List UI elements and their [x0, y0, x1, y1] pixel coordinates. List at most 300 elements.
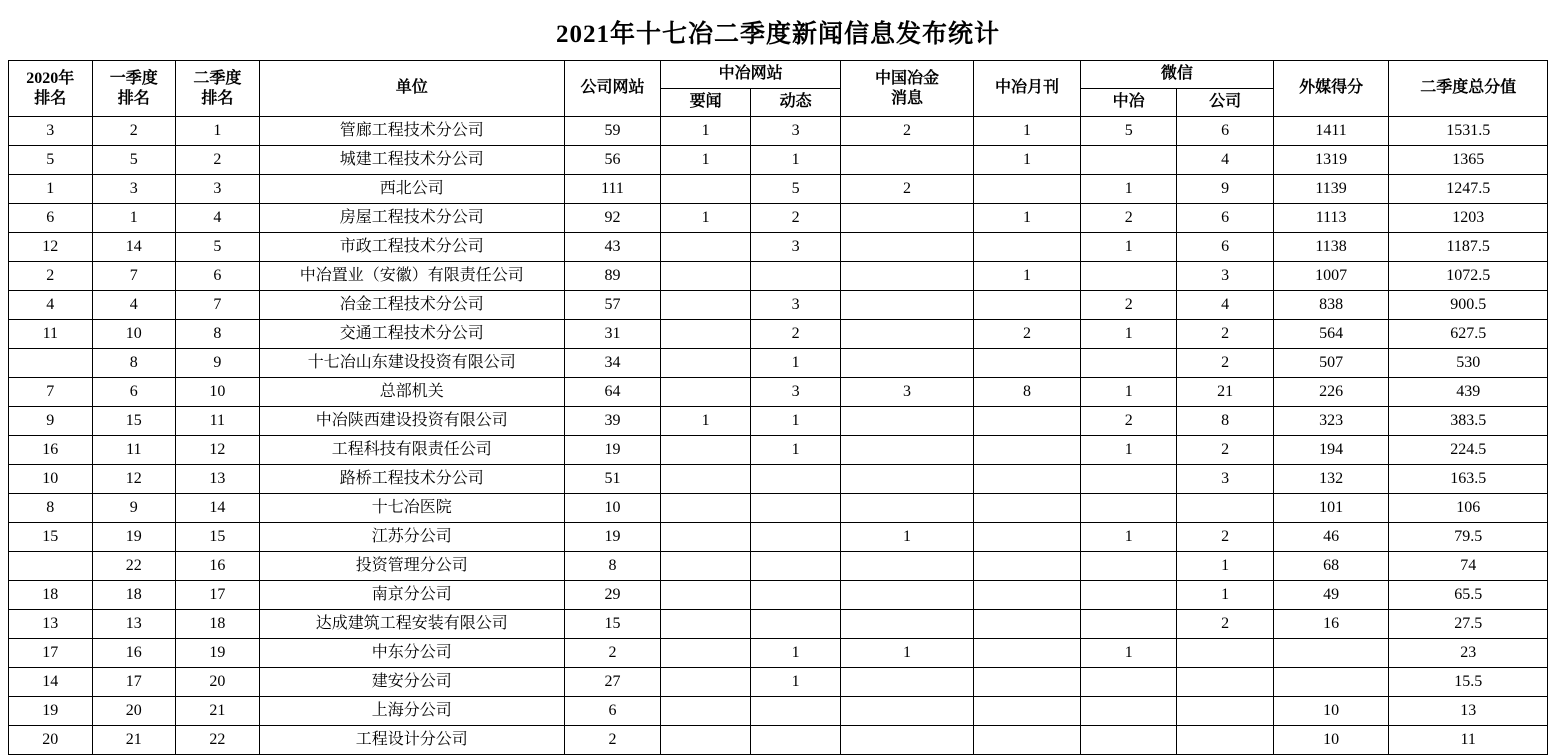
cell-china-metallurgy	[841, 233, 974, 262]
cell-mcc-site-dynamic: 3	[751, 117, 841, 146]
cell-unit: 建安分公司	[259, 668, 564, 697]
cell-company-site: 92	[564, 204, 660, 233]
cell-rank-q1: 12	[92, 465, 176, 494]
cell-q2-total: 79.5	[1389, 523, 1548, 552]
cell-rank-q2: 4	[176, 204, 260, 233]
cell-rank-2020: 5	[9, 146, 93, 175]
cell-unit: 西北公司	[259, 175, 564, 204]
cell-wechat-company	[1177, 726, 1273, 755]
cell-unit: 江苏分公司	[259, 523, 564, 552]
cell-q2-total: 439	[1389, 378, 1548, 407]
rank-2020-line1: 2020年	[26, 69, 75, 87]
cell-rank-q2: 13	[176, 465, 260, 494]
cell-mcc-site-news	[661, 639, 751, 668]
cell-q2-total: 74	[1389, 552, 1548, 581]
cell-company-site: 2	[564, 726, 660, 755]
cell-rank-q2: 3	[176, 175, 260, 204]
cell-rank-q2: 11	[176, 407, 260, 436]
cell-mcc-site-news	[661, 175, 751, 204]
cell-china-metallurgy	[841, 465, 974, 494]
cell-mcc-site-dynamic	[751, 552, 841, 581]
cell-unit: 中东分公司	[259, 639, 564, 668]
cell-wechat-company: 2	[1177, 349, 1273, 378]
cell-mcc-monthly	[973, 233, 1080, 262]
table-row	[9, 697, 1548, 726]
cell-company-site: 27	[564, 668, 660, 697]
cell-rank-2020: 4	[9, 291, 93, 320]
cell-unit: 达成建筑工程安装有限公司	[259, 610, 564, 639]
cell-rank-q2: 21	[176, 697, 260, 726]
cell-mcc-monthly	[973, 407, 1080, 436]
table-row	[9, 291, 1548, 320]
cell-rank-2020: 7	[9, 378, 93, 407]
cell-rank-q2: 7	[176, 291, 260, 320]
cell-mcc-monthly: 1	[973, 204, 1080, 233]
table-row	[9, 204, 1548, 233]
cell-wechat-company: 4	[1177, 291, 1273, 320]
cell-wechat-mcc	[1081, 262, 1177, 291]
cell-rank-q1: 2	[92, 117, 176, 146]
cell-rank-q1: 3	[92, 175, 176, 204]
cell-wechat-company: 6	[1177, 233, 1273, 262]
cell-foreign-media: 838	[1273, 291, 1389, 320]
cell-china-metallurgy	[841, 697, 974, 726]
cell-rank-2020: 6	[9, 204, 93, 233]
cell-company-site: 10	[564, 494, 660, 523]
cell-unit: 城建工程技术分公司	[259, 146, 564, 175]
cell-foreign-media: 1319	[1273, 146, 1389, 175]
cell-wechat-company: 2	[1177, 320, 1273, 349]
cell-unit: 路桥工程技术分公司	[259, 465, 564, 494]
cell-rank-q1: 14	[92, 233, 176, 262]
cell-wechat-mcc	[1081, 465, 1177, 494]
cell-rank-q1: 21	[92, 726, 176, 755]
cell-mcc-site-dynamic	[751, 262, 841, 291]
rank-q2-line1: 二季度	[193, 69, 242, 87]
cell-rank-q1: 6	[92, 378, 176, 407]
cell-wechat-company: 9	[1177, 175, 1273, 204]
cell-wechat-mcc: 1	[1081, 523, 1177, 552]
cell-rank-2020: 18	[9, 581, 93, 610]
cell-rank-q2: 1	[176, 117, 260, 146]
cell-rank-q1: 16	[92, 639, 176, 668]
cell-rank-q1: 20	[92, 697, 176, 726]
cell-china-metallurgy	[841, 726, 974, 755]
cell-unit: 管廊工程技术分公司	[259, 117, 564, 146]
cell-mcc-site-dynamic	[751, 697, 841, 726]
cell-mcc-site-dynamic	[751, 610, 841, 639]
cell-company-site: 2	[564, 639, 660, 668]
cell-mcc-site-dynamic: 3	[751, 291, 841, 320]
page-title: 2021年十七冶二季度新闻信息发布统计	[555, 21, 1000, 48]
cell-mcc-monthly	[973, 697, 1080, 726]
cell-foreign-media: 1411	[1273, 117, 1389, 146]
column-header-mcc-monthly: 中冶月刊	[973, 61, 1080, 117]
cell-wechat-mcc	[1081, 349, 1177, 378]
cell-china-metallurgy	[841, 407, 974, 436]
cell-company-site: 64	[564, 378, 660, 407]
news-statistics-table	[8, 60, 1548, 755]
china-metallurgy-line2: 消息	[891, 89, 924, 107]
cell-rank-2020	[9, 552, 93, 581]
cell-foreign-media: 132	[1273, 465, 1389, 494]
cell-q2-total: 900.5	[1389, 291, 1548, 320]
cell-foreign-media: 1138	[1273, 233, 1389, 262]
cell-rank-q2: 12	[176, 436, 260, 465]
table-row	[9, 552, 1548, 581]
cell-wechat-company	[1177, 668, 1273, 697]
column-header-mcc-site: 中冶网站	[661, 61, 841, 89]
cell-company-site: 29	[564, 581, 660, 610]
cell-mcc-monthly	[973, 726, 1080, 755]
table-row	[9, 378, 1548, 407]
cell-foreign-media	[1273, 668, 1389, 697]
cell-unit: 中冶置业（安徽）有限责任公司	[259, 262, 564, 291]
cell-mcc-monthly: 2	[973, 320, 1080, 349]
cell-mcc-site-dynamic: 3	[751, 233, 841, 262]
cell-mcc-site-news	[661, 581, 751, 610]
cell-mcc-monthly	[973, 639, 1080, 668]
cell-wechat-company: 3	[1177, 262, 1273, 291]
cell-rank-q1: 7	[92, 262, 176, 291]
cell-q2-total: 1187.5	[1389, 233, 1548, 262]
cell-wechat-mcc: 1	[1081, 175, 1177, 204]
cell-china-metallurgy: 2	[841, 175, 974, 204]
cell-company-site: 39	[564, 407, 660, 436]
cell-mcc-site-news	[661, 262, 751, 291]
cell-mcc-site-news: 1	[661, 146, 751, 175]
cell-china-metallurgy	[841, 552, 974, 581]
cell-wechat-company: 6	[1177, 204, 1273, 233]
cell-wechat-company: 4	[1177, 146, 1273, 175]
cell-foreign-media: 16	[1273, 610, 1389, 639]
cell-rank-2020: 8	[9, 494, 93, 523]
cell-mcc-site-news	[661, 436, 751, 465]
column-header-china-metallurgy	[841, 61, 974, 117]
cell-china-metallurgy: 1	[841, 639, 974, 668]
cell-wechat-company: 6	[1177, 117, 1273, 146]
cell-mcc-monthly: 1	[973, 146, 1080, 175]
cell-company-site: 31	[564, 320, 660, 349]
cell-rank-q2: 5	[176, 233, 260, 262]
cell-unit: 房屋工程技术分公司	[259, 204, 564, 233]
cell-foreign-media: 10	[1273, 697, 1389, 726]
cell-rank-q1: 13	[92, 610, 176, 639]
cell-mcc-site-dynamic	[751, 523, 841, 552]
cell-q2-total: 1531.5	[1389, 117, 1548, 146]
cell-mcc-monthly	[973, 291, 1080, 320]
table-row	[9, 349, 1548, 378]
cell-foreign-media: 101	[1273, 494, 1389, 523]
cell-wechat-mcc	[1081, 668, 1177, 697]
table-header-row-1	[9, 61, 1548, 89]
cell-wechat-company: 2	[1177, 436, 1273, 465]
cell-mcc-monthly: 8	[973, 378, 1080, 407]
cell-mcc-monthly	[973, 465, 1080, 494]
cell-foreign-media: 68	[1273, 552, 1389, 581]
cell-rank-2020: 13	[9, 610, 93, 639]
cell-unit: 中冶陕西建设投资有限公司	[259, 407, 564, 436]
cell-rank-q1: 19	[92, 523, 176, 552]
table-row	[9, 494, 1548, 523]
cell-q2-total: 1247.5	[1389, 175, 1548, 204]
cell-unit: 冶金工程技术分公司	[259, 291, 564, 320]
cell-company-site: 89	[564, 262, 660, 291]
cell-rank-q1: 11	[92, 436, 176, 465]
cell-china-metallurgy	[841, 668, 974, 697]
cell-rank-2020: 16	[9, 436, 93, 465]
cell-company-site: 56	[564, 146, 660, 175]
cell-rank-q1: 9	[92, 494, 176, 523]
cell-mcc-site-dynamic: 5	[751, 175, 841, 204]
cell-mcc-site-news	[661, 668, 751, 697]
cell-rank-2020: 17	[9, 639, 93, 668]
cell-wechat-mcc	[1081, 552, 1177, 581]
cell-company-site: 15	[564, 610, 660, 639]
cell-china-metallurgy: 3	[841, 378, 974, 407]
cell-rank-2020: 3	[9, 117, 93, 146]
cell-foreign-media: 564	[1273, 320, 1389, 349]
table-row	[9, 262, 1548, 291]
cell-rank-q2: 2	[176, 146, 260, 175]
table-row	[9, 639, 1548, 668]
cell-wechat-mcc	[1081, 581, 1177, 610]
cell-foreign-media: 46	[1273, 523, 1389, 552]
cell-mcc-site-news	[661, 552, 751, 581]
cell-wechat-mcc: 1	[1081, 320, 1177, 349]
column-header-wechat-company: 公司	[1177, 89, 1273, 117]
cell-rank-2020: 19	[9, 697, 93, 726]
cell-rank-q2: 9	[176, 349, 260, 378]
cell-mcc-monthly	[973, 552, 1080, 581]
cell-wechat-company	[1177, 494, 1273, 523]
cell-mcc-monthly	[973, 668, 1080, 697]
column-header-mcc-site-news: 要闻	[661, 89, 751, 117]
cell-rank-q1: 4	[92, 291, 176, 320]
cell-china-metallurgy	[841, 204, 974, 233]
cell-q2-total: 27.5	[1389, 610, 1548, 639]
cell-rank-q1: 10	[92, 320, 176, 349]
china-metallurgy-line1: 中国冶金	[875, 69, 940, 87]
cell-q2-total: 224.5	[1389, 436, 1548, 465]
cell-rank-2020: 9	[9, 407, 93, 436]
cell-wechat-mcc: 5	[1081, 117, 1177, 146]
column-header-q2-total: 二季度总分值	[1389, 61, 1548, 117]
cell-rank-q1: 22	[92, 552, 176, 581]
cell-mcc-site-dynamic: 1	[751, 146, 841, 175]
cell-company-site: 6	[564, 697, 660, 726]
table-row	[9, 175, 1548, 204]
cell-china-metallurgy	[841, 494, 974, 523]
cell-mcc-site-news	[661, 494, 751, 523]
cell-rank-2020: 14	[9, 668, 93, 697]
column-header-wechat: 微信	[1081, 61, 1274, 89]
table-row	[9, 407, 1548, 436]
cell-mcc-site-news	[661, 291, 751, 320]
cell-foreign-media: 1007	[1273, 262, 1389, 291]
table-row	[9, 668, 1548, 697]
cell-foreign-media: 1139	[1273, 175, 1389, 204]
cell-q2-total: 15.5	[1389, 668, 1548, 697]
cell-mcc-monthly	[973, 494, 1080, 523]
cell-rank-2020: 10	[9, 465, 93, 494]
cell-rank-q2: 15	[176, 523, 260, 552]
cell-q2-total: 1072.5	[1389, 262, 1548, 291]
cell-rank-q2: 18	[176, 610, 260, 639]
rank-q1-line2: 排名	[117, 89, 150, 107]
cell-unit: 投资管理分公司	[259, 552, 564, 581]
cell-rank-2020: 15	[9, 523, 93, 552]
cell-mcc-monthly	[973, 175, 1080, 204]
cell-q2-total: 106	[1389, 494, 1548, 523]
cell-q2-total: 13	[1389, 697, 1548, 726]
cell-rank-q2: 22	[176, 726, 260, 755]
cell-wechat-mcc	[1081, 697, 1177, 726]
column-header-mcc-site-dynamic: 动态	[751, 89, 841, 117]
cell-mcc-site-news	[661, 697, 751, 726]
cell-mcc-site-news	[661, 465, 751, 494]
cell-rank-2020: 12	[9, 233, 93, 262]
cell-foreign-media: 1113	[1273, 204, 1389, 233]
cell-q2-total: 1365	[1389, 146, 1548, 175]
column-header-rank-q1	[92, 61, 176, 117]
cell-rank-q2: 20	[176, 668, 260, 697]
cell-rank-2020: 20	[9, 726, 93, 755]
cell-q2-total: 11	[1389, 726, 1548, 755]
cell-mcc-site-dynamic: 1	[751, 639, 841, 668]
cell-wechat-company	[1177, 639, 1273, 668]
rank-q1-line1: 一季度	[109, 69, 158, 87]
table-row	[9, 320, 1548, 349]
rank-q2-line2: 排名	[201, 89, 234, 107]
column-header-company-site: 公司网站	[564, 61, 660, 117]
cell-rank-q1: 15	[92, 407, 176, 436]
cell-china-metallurgy: 2	[841, 117, 974, 146]
cell-company-site: 51	[564, 465, 660, 494]
cell-rank-q2: 19	[176, 639, 260, 668]
cell-q2-total: 65.5	[1389, 581, 1548, 610]
cell-foreign-media: 49	[1273, 581, 1389, 610]
column-header-foreign-media: 外媒得分	[1273, 61, 1389, 117]
cell-wechat-mcc	[1081, 494, 1177, 523]
cell-mcc-site-news	[661, 726, 751, 755]
cell-wechat-mcc: 1	[1081, 436, 1177, 465]
cell-mcc-site-dynamic: 1	[751, 436, 841, 465]
cell-wechat-mcc: 1	[1081, 233, 1177, 262]
cell-mcc-site-dynamic	[751, 726, 841, 755]
table-row	[9, 465, 1548, 494]
cell-foreign-media: 194	[1273, 436, 1389, 465]
cell-rank-q1: 8	[92, 349, 176, 378]
cell-mcc-monthly	[973, 610, 1080, 639]
cell-rank-q1: 1	[92, 204, 176, 233]
cell-unit: 工程科技有限责任公司	[259, 436, 564, 465]
column-header-rank-q2	[176, 61, 260, 117]
column-header-wechat-mcc: 中冶	[1081, 89, 1177, 117]
cell-wechat-mcc	[1081, 146, 1177, 175]
cell-china-metallurgy	[841, 436, 974, 465]
cell-rank-q2: 8	[176, 320, 260, 349]
cell-rank-q1: 17	[92, 668, 176, 697]
cell-mcc-site-dynamic: 2	[751, 204, 841, 233]
cell-unit: 南京分公司	[259, 581, 564, 610]
cell-unit: 交通工程技术分公司	[259, 320, 564, 349]
cell-foreign-media: 226	[1273, 378, 1389, 407]
cell-mcc-site-dynamic	[751, 494, 841, 523]
cell-company-site: 59	[564, 117, 660, 146]
cell-mcc-site-dynamic: 2	[751, 320, 841, 349]
table-header	[9, 61, 1548, 117]
cell-mcc-site-news: 1	[661, 407, 751, 436]
cell-china-metallurgy	[841, 610, 974, 639]
cell-unit: 十七冶山东建设投资有限公司	[259, 349, 564, 378]
cell-q2-total: 530	[1389, 349, 1548, 378]
cell-mcc-site-news	[661, 523, 751, 552]
cell-foreign-media: 507	[1273, 349, 1389, 378]
cell-wechat-mcc: 2	[1081, 204, 1177, 233]
cell-mcc-monthly	[973, 523, 1080, 552]
cell-wechat-company: 1	[1177, 552, 1273, 581]
cell-company-site: 19	[564, 436, 660, 465]
cell-mcc-site-dynamic: 1	[751, 349, 841, 378]
cell-rank-q2: 16	[176, 552, 260, 581]
cell-rank-q2: 14	[176, 494, 260, 523]
cell-mcc-site-news	[661, 349, 751, 378]
cell-china-metallurgy	[841, 581, 974, 610]
cell-q2-total: 163.5	[1389, 465, 1548, 494]
cell-company-site: 57	[564, 291, 660, 320]
cell-china-metallurgy	[841, 262, 974, 291]
rank-2020-line2: 排名	[34, 89, 67, 107]
cell-rank-2020: 11	[9, 320, 93, 349]
table-row	[9, 117, 1548, 146]
cell-wechat-company	[1177, 697, 1273, 726]
table-row	[9, 233, 1548, 262]
cell-q2-total: 627.5	[1389, 320, 1548, 349]
cell-china-metallurgy	[841, 291, 974, 320]
cell-wechat-mcc: 2	[1081, 407, 1177, 436]
cell-wechat-company: 1	[1177, 581, 1273, 610]
cell-rank-q1: 18	[92, 581, 176, 610]
cell-company-site: 19	[564, 523, 660, 552]
cell-china-metallurgy	[841, 320, 974, 349]
cell-rank-2020: 1	[9, 175, 93, 204]
cell-mcc-site-dynamic: 1	[751, 407, 841, 436]
cell-unit: 上海分公司	[259, 697, 564, 726]
cell-mcc-site-news: 1	[661, 204, 751, 233]
table-row	[9, 436, 1548, 465]
cell-mcc-site-dynamic: 3	[751, 378, 841, 407]
table-row	[9, 610, 1548, 639]
cell-mcc-monthly	[973, 436, 1080, 465]
cell-company-site: 111	[564, 175, 660, 204]
cell-mcc-site-dynamic	[751, 465, 841, 494]
cell-q2-total: 383.5	[1389, 407, 1548, 436]
cell-mcc-site-dynamic: 1	[751, 668, 841, 697]
cell-wechat-mcc: 1	[1081, 378, 1177, 407]
cell-q2-total: 1203	[1389, 204, 1548, 233]
table-row	[9, 581, 1548, 610]
cell-q2-total: 23	[1389, 639, 1548, 668]
cell-unit: 市政工程技术分公司	[259, 233, 564, 262]
cell-wechat-company: 8	[1177, 407, 1273, 436]
cell-company-site: 43	[564, 233, 660, 262]
cell-wechat-mcc	[1081, 610, 1177, 639]
cell-rank-q2: 10	[176, 378, 260, 407]
cell-mcc-site-news	[661, 610, 751, 639]
cell-mcc-monthly	[973, 581, 1080, 610]
cell-wechat-mcc: 1	[1081, 639, 1177, 668]
